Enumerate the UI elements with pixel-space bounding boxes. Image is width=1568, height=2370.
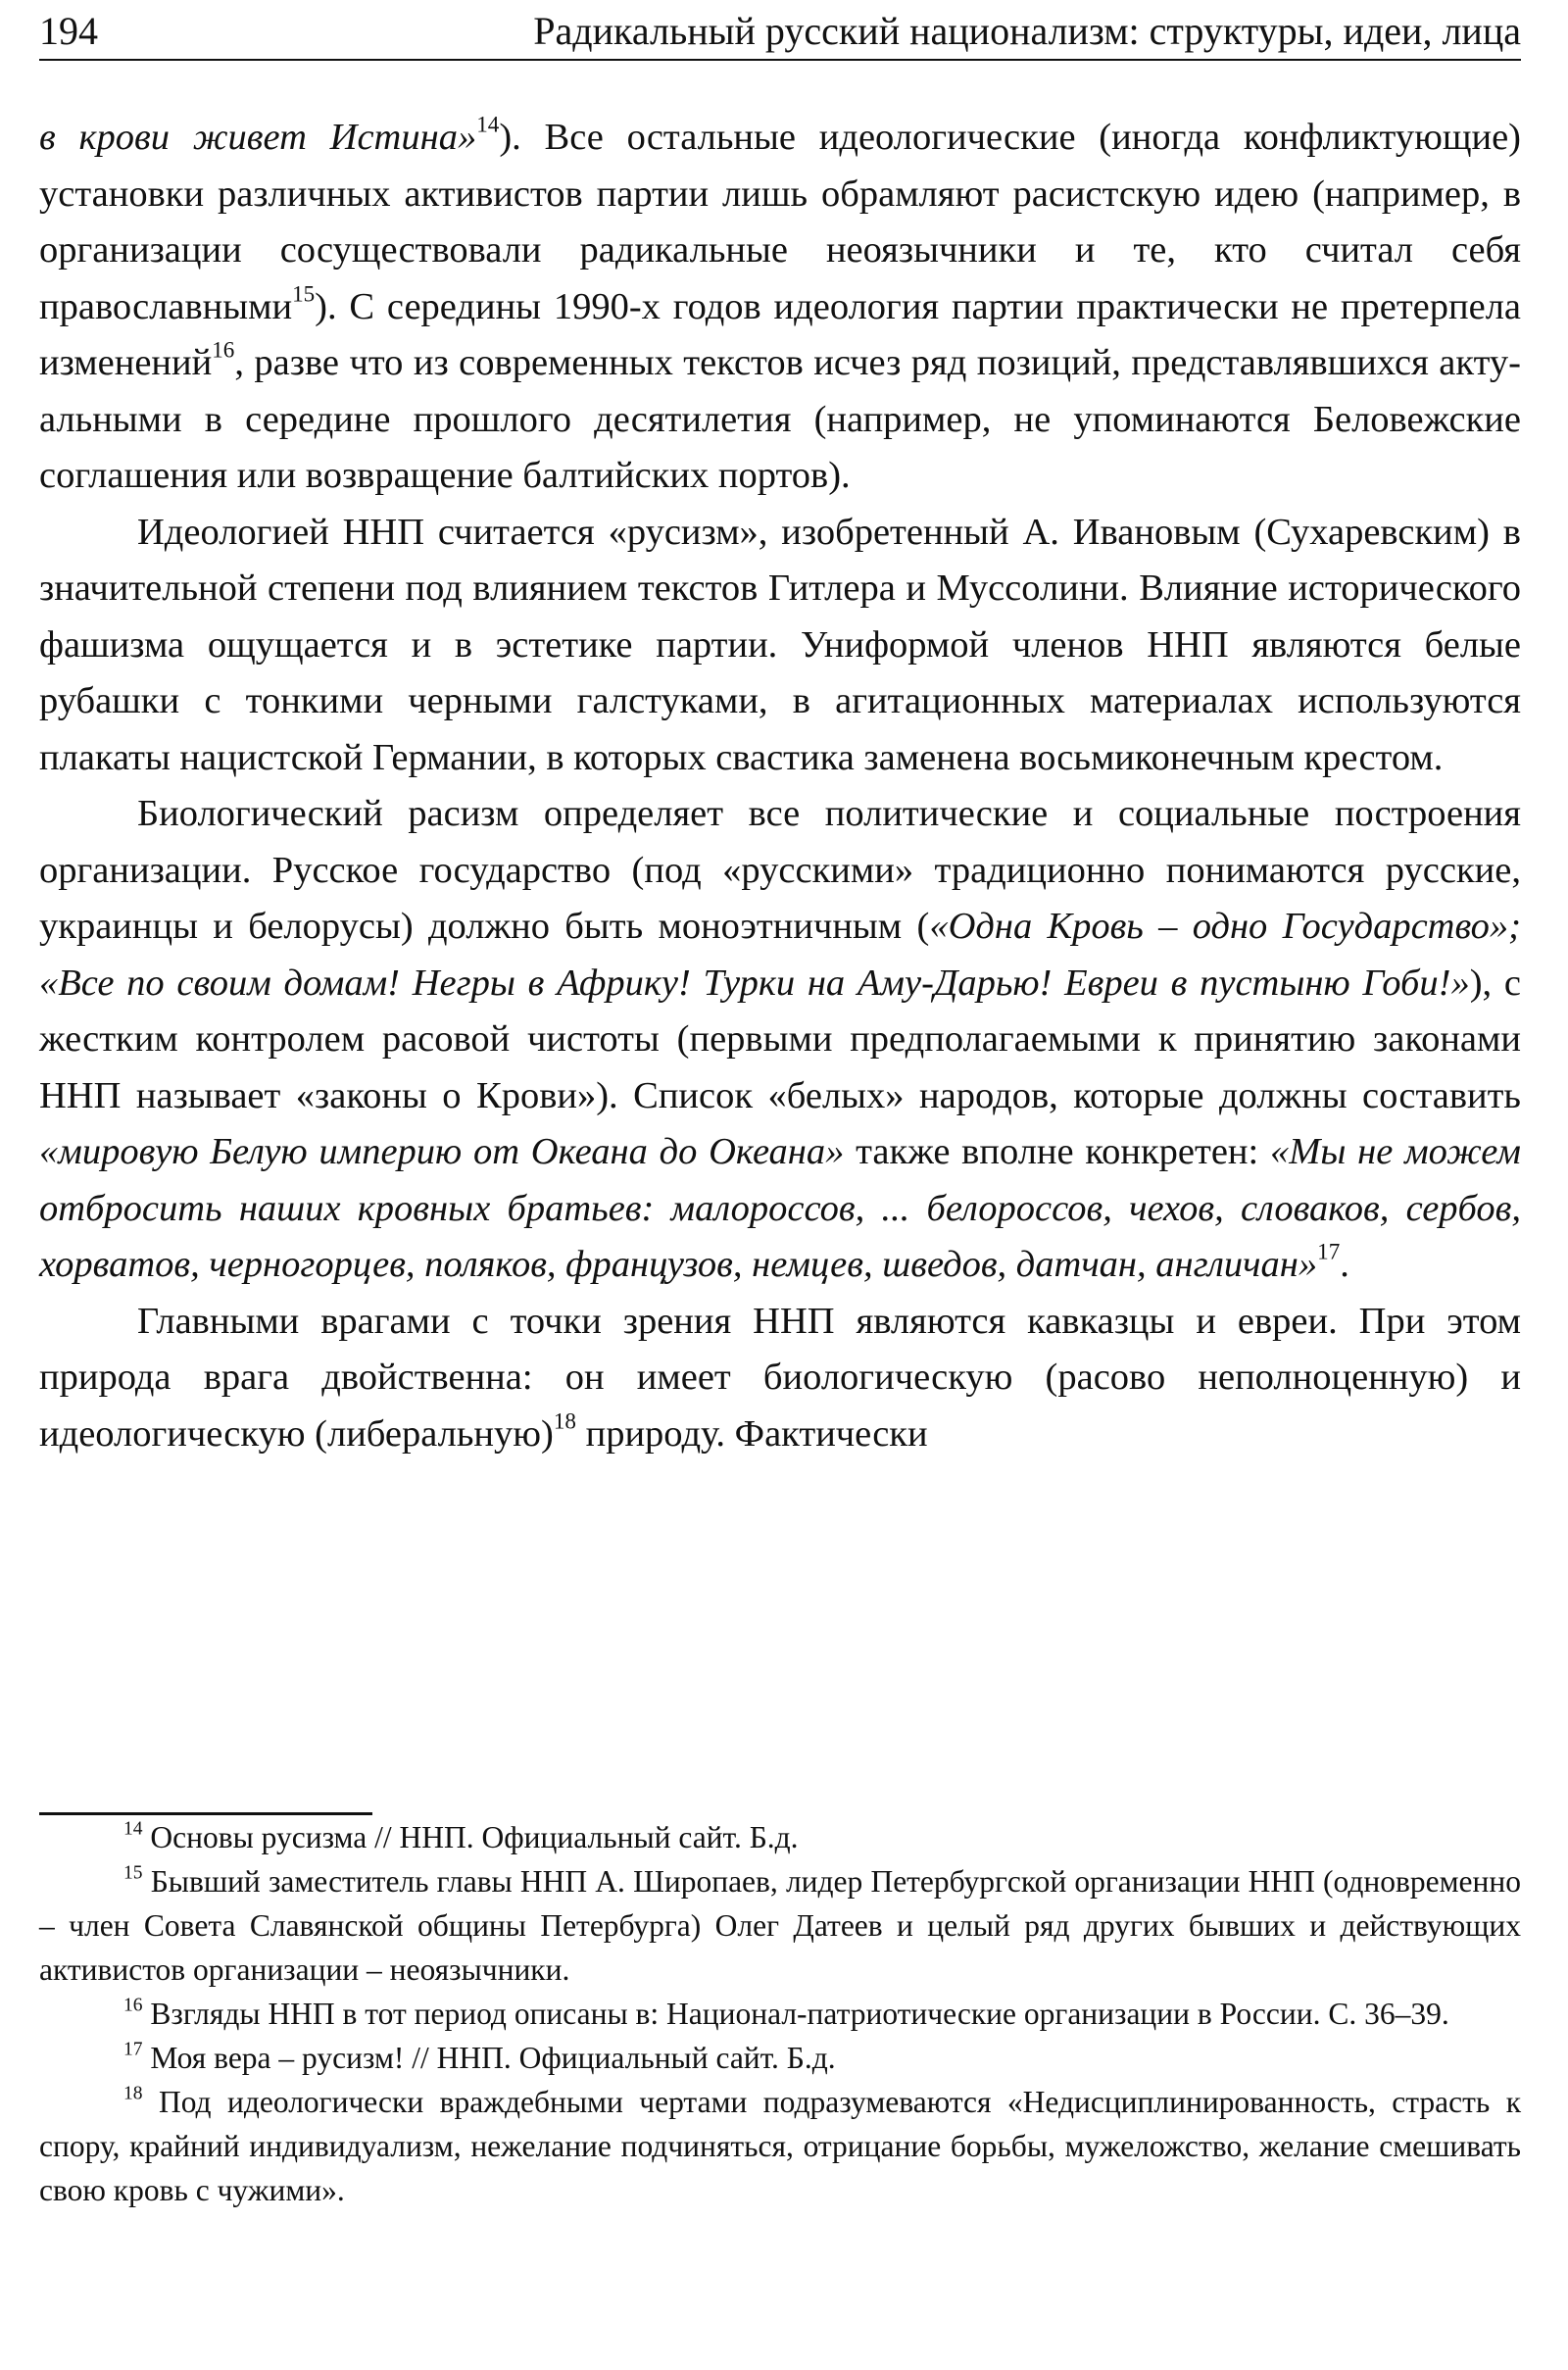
paragraph-text: Биологический расизм определяет все политические и социальные построения организации. Русское государство (под «русскими» традиционно понимаются русские, украинцы и белорусы) должно быть моноэтничным ( [39, 793, 1521, 947]
footnote-ref-17[interactable]: 17 [1317, 1238, 1341, 1264]
page-number: 194 [39, 9, 98, 53]
paragraph-text: , разве что из современных текстов исчез ряд позиций, представлявшихся актуальными в середине прошлого десятилетия (например, не упоминаются Беловежские соглашения или возвращение балтийских портов). [39, 342, 1521, 496]
footnote-16 [39, 1992, 1521, 2036]
footnote-number: 16 [123, 1995, 143, 2016]
footnote-number: 18 [123, 2083, 143, 2104]
paragraph-text: природу. Фактически [575, 1412, 928, 1455]
footnote-text: Взгляды ННП в тот период описаны в: Национал-патриотические организации в России. С. 36–39. [150, 1997, 1449, 2031]
footnote-text: Моя вера – русизм! // ННП. Официальный сайт. Б.д. [150, 2041, 836, 2075]
footnote-14 [39, 1815, 1521, 1859]
footnote-17 [39, 2036, 1521, 2080]
quote-text: «Одна Кровь – одно Государство»; «Все по своим домам! Негры в Африку! Турки на Аму-Дарью! Евреи в пустыню Гоби!» [39, 906, 1521, 1004]
running-header [39, 4, 1521, 61]
paragraph-text: ). С середины 1990-х годов идеология партии практически не претерпела изменений [39, 285, 1521, 383]
footnote-number: 14 [123, 1818, 143, 1840]
main-text [39, 110, 1521, 1462]
paragraph-text: Идеологией ННП считается «русизм», изобретенный А. Ивановым (Сухаревским) в значительной степени под влиянием текстов Гитлера и Муссолини. Влияние исторического фашизма ощущается и в эстетике партии. Униформой членов ННП являются белые рубашки с тонкими черными галстуками, в агитационных материалах используются плакаты нацистской Германии, в которых свастика заменена восьмиконечным крестом. [39, 511, 1521, 778]
footnote-ref-18[interactable]: 18 [553, 1407, 576, 1434]
paragraph-text: ). Все остальные идеологические (иногда конфликтующие) установки различных активистов партии лишь обрамляют расистскую идею (например, в организации сосуществовали радикальные неоязычники и те, кто считал себя православными [39, 117, 1522, 327]
paragraph-text: также вполне конкретен: [844, 1131, 1270, 1172]
paragraph-4 [39, 1294, 1521, 1463]
footnote-ref-16[interactable]: 16 [212, 336, 235, 363]
footnote-text: Под идеологически враждебными чертами подразумеваются «Недисциплинированность, страсть к спору, крайний индивидуализм, нежелание подчиняться, отрицание борьбы, мужеложство, желание смешивать свою кровь с чужими». [39, 2085, 1522, 2207]
footnote-15 [39, 1859, 1521, 1992]
footnote-ref-14[interactable]: 14 [476, 111, 500, 137]
paragraph-2 [39, 505, 1521, 787]
quote-text: «мировую Белую империю от Океана до Океана» [39, 1131, 845, 1172]
quote-text: в крови живет Истина» [39, 117, 477, 158]
footnote-text: Бывший заместитель главы ННП А. Широпаев, лидер Петербургской организации ННП (одновременно – член Совета Славянской общины Петербурга) Олег Датеев и целый ряд других бывших и действующих активистов организации – неоязычники. [39, 1864, 1522, 1987]
footnote-text: Основы русизма // ННП. Официальный сайт. Б.д. [150, 1820, 799, 1854]
footnote-number: 17 [123, 2039, 143, 2060]
paragraph-3 [39, 786, 1521, 1294]
paragraph-text: ), с жестким контролем расовой чистоты (первыми предполагаемыми к принятию законами ННП называет «законы о Крови»). Список «белых» народов, которые должны составить [39, 962, 1521, 1116]
paragraph-1 [39, 110, 1521, 505]
footnote-18 [39, 2080, 1521, 2212]
running-title: Радикальный русский национализм: структуры, идеи, лица [533, 9, 1521, 53]
paragraph-text: Главными врагами с точки зрения ННП являются кавказцы и евреи. При этом природа врага двойственна: он имеет биологическую (расово неполноценную) и идеологическую (либеральную) [39, 1300, 1521, 1455]
footnotes [39, 1815, 1521, 2212]
footnote-number: 15 [123, 1862, 143, 1884]
quote-text: «Мы не можем отбросить наших кровных братьев: малороссов, ... белороссов, чехов, словаков, сербов, хорватов, черногорцев, поляков, французов, немцев, шведов, датчан, англичан» [39, 1131, 1521, 1285]
footnote-ref-15[interactable]: 15 [292, 280, 316, 307]
book-page [39, 0, 1529, 2370]
paragraph-text: . [1340, 1244, 1349, 1285]
